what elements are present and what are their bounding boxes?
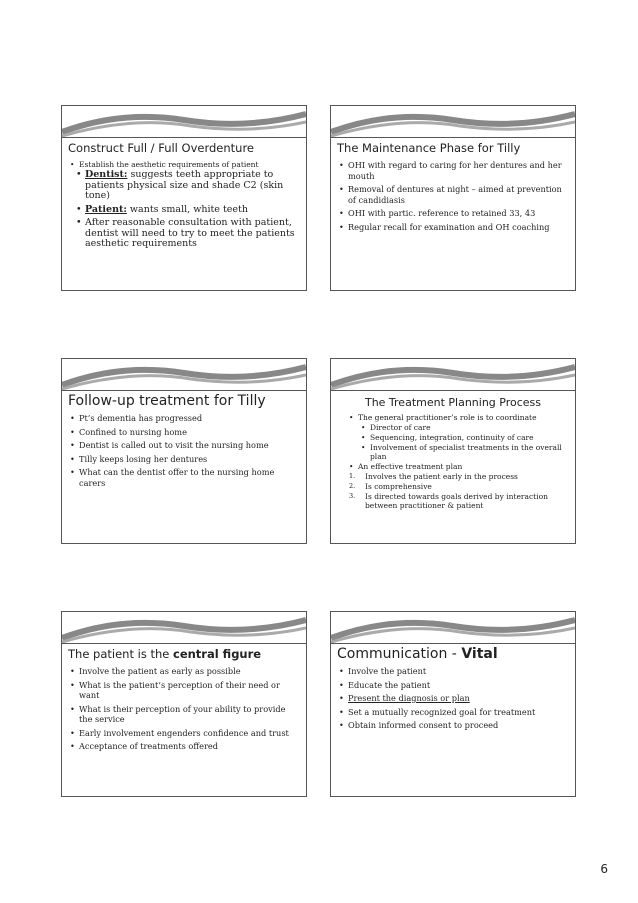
slide-3 [61,358,307,544]
bullet: • Establish the aesthetic requirements of patient [70,160,298,169]
sub-bullet: • Sequencing, integration, continuity of care [361,433,567,442]
slide-banner [62,359,306,391]
slide-title: Communication - Vital [337,646,498,662]
slide-4 [330,358,576,544]
bullet: • Regular recall for examination and OH coaching [339,222,567,233]
bullet: • What can the dentist offer to the nursing home carers [70,467,298,488]
slide-title: Follow-up treatment for Tilly [68,393,266,409]
bullet: • Patient: wants small, white teeth [76,205,298,216]
bullet: • The general practitioner’s role is to coordinate [349,413,567,422]
bullet: • What is the patient’s perception of their need or want [70,680,298,701]
slide-title: Construct Full / Full Overdenture [68,141,254,155]
slide-banner [331,612,575,644]
slide-5 [61,611,307,797]
bullet: • After reasonable consultation with patient, dentist will need to try to meet the patients aesthetic requirements [76,218,298,250]
bullet: • What is their perception of your ability to provide the service [70,704,298,725]
slide-banner [331,359,575,391]
slide-banner [331,106,575,138]
bullet: • Confined to nursing home [70,427,298,438]
numbered-item: 1. Involves the patient early in the process [349,472,518,481]
numbered-item: 3. Is directed towards goals derived by interaction between practitioner & patient [349,492,548,510]
slide-2 [330,105,576,291]
bullet: • Involve the patient as early as possible [70,666,298,677]
bullet: • Present the diagnosis or plan [339,693,567,704]
bullet: • Set a mutually recognized goal for treatment [339,707,567,718]
bullet: • Dentist: suggests teeth appropriate to patients physical size and shade C2 (skin tone) [76,170,298,202]
page-number: 6 [600,862,608,876]
bullet: • Early involvement engenders confidence and trust [70,728,298,739]
slide-6 [330,611,576,797]
slide-title: The Maintenance Phase for Tilly [337,141,521,155]
slide-banner [62,106,306,138]
bullet: • Involve the patient [339,666,567,677]
bullet: • Dentist is called out to visit the nursing home [70,440,298,451]
slide-title: The patient is the central figure [68,647,262,661]
bullet: • An effective treatment plan [349,462,567,471]
slide-banner [62,612,306,644]
bullet: • Removal of dentures at night – aimed at prevention of candidiasis [339,184,567,205]
bullet: • OHI with regard to caring for her dentures and her mouth [339,160,567,181]
sub-bullet: • Involvement of specialist treatments in the overall plan [361,443,567,461]
bullet: • Obtain informed consent to proceed [339,720,567,731]
bullet: • Pt’s dementia has progressed [70,413,298,424]
numbered-item: 2. Is comprehensive [349,482,432,491]
bullet: • OHI with partic. reference to retained 33, 43 [339,208,567,219]
slide-title: The Treatment Planning Process [364,396,542,409]
bullet: • Tilly keeps losing her dentures [70,454,298,465]
sub-bullet: • Director of care [361,423,567,432]
slide-1 [61,105,307,291]
bullet: • Acceptance of treatments offered [70,741,298,752]
bullet: • Educate the patient [339,680,567,691]
